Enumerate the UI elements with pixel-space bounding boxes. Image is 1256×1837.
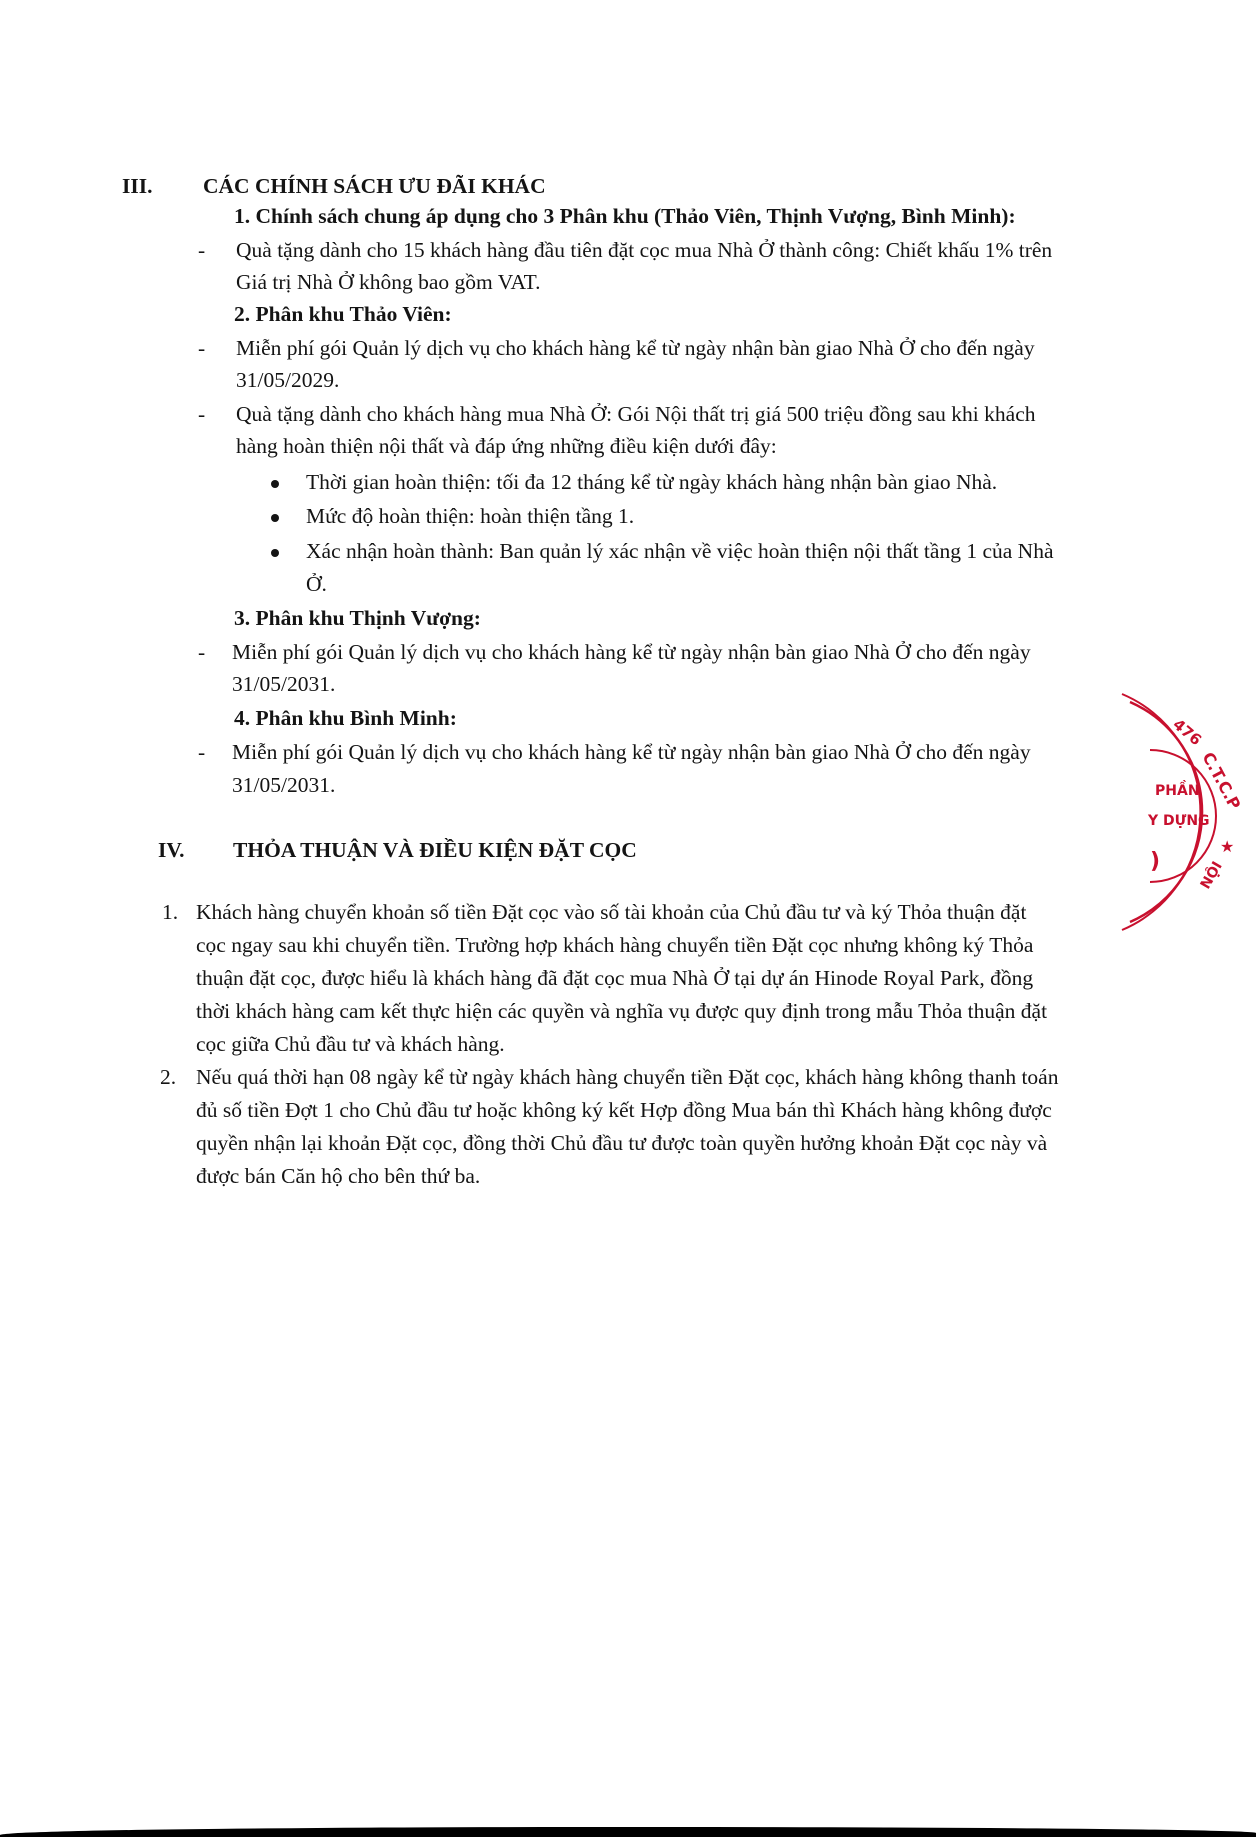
scan-bottom-edge [0,1827,1256,1837]
item-1-number: 1. [162,900,179,924]
section-4-title: THỎA THUẬN VÀ ĐIỀU KIỆN ĐẶT CỌC [233,838,637,862]
sub4-item-1-line-1: Miễn phí gói Quản lý dịch vụ cho khách hàng kể từ ngày nhận bàn giao Nhà Ở cho đến ngày [232,740,1031,764]
sub1-item-1-line-2: Giá trị Nhà Ở không bao gồm VAT. [236,270,541,294]
item-1-line-2: cọc ngay sau khi chuyển tiền. Trường hợp khách hàng chuyển tiền Đặt cọc nhưng không ký Thỏa [196,933,1034,957]
subsection-3-heading: 3. Phân khu Thịnh Vượng: [234,606,481,630]
condition-3-line-1: Xác nhận hoàn thành: Ban quản lý xác nhận về việc hoàn thiện nội thất tầng 1 của Nhà [306,539,1054,563]
svg-text:NỘI: NỘI [1197,859,1226,892]
sub4-item-1-line-2: 31/05/2031. [232,773,336,797]
condition-3-line-2: Ở. [306,572,327,596]
sub2-item-1-line-2: 31/05/2029. [236,368,340,392]
svg-text:★: ★ [1220,837,1235,856]
section-3-title: CÁC CHÍNH SÁCH ƯU ĐÃI KHÁC [203,174,546,198]
item-1-line-3: thuận đặt cọc, được hiểu là khách hàng đã đặt cọc mua Nhà Ở tại dự án Hinode Royal Park, đồng [196,966,1034,990]
sub3-item-1-line-1: Miễn phí gói Quản lý dịch vụ cho khách hàng kể từ ngày nhận bàn giao Nhà Ở cho đến ngày [232,640,1031,664]
dash-bullet: - [198,402,206,426]
svg-text:476: 476 [1169,715,1205,750]
subsection-2-heading: 2. Phân khu Thảo Viên: [234,302,452,326]
subsection-4-heading: 4. Phân khu Bình Minh: [234,706,457,730]
svg-text:C.T.C.P: C.T.C.P [1198,748,1245,813]
dash-bullet: - [198,740,206,764]
dash-bullet: - [198,238,206,262]
subsection-1-heading: 1. Chính sách chung áp dụng cho 3 Phân khu (Thảo Viên, Thịnh Vượng, Bình Minh): [234,204,1016,228]
dash-bullet: - [198,640,206,664]
item-2-line-3: quyền nhận lại khoản Đặt cọc, đồng thời Chủ đầu tư được toàn quyền hưởng khoản Đặt cọc này và [196,1131,1048,1155]
dash-bullet: - [198,336,206,360]
sub2-item-1-line-1: Miễn phí gói Quản lý dịch vụ cho khách hàng kể từ ngày nhận bàn giao Nhà Ở cho đến ngày [236,336,1035,360]
item-2-line-2: đủ số tiền Đợt 1 cho Chủ đầu tư hoặc không ký kết Hợp đồng Mua bán thì Khách hàng không được [196,1098,1052,1122]
svg-text:): ) [1150,849,1161,874]
item-1-line-5: cọc giữa Chủ đầu tư và khách hàng. [196,1032,505,1056]
bullet-dot [271,480,279,488]
bullet-dot [271,549,279,557]
item-1-line-1: Khách hàng chuyển khoản số tiền Đặt cọc vào số tài khoản của Chủ đầu tư và ký Thỏa thuận đặt [196,900,1027,924]
company-stamp-icon [1110,692,1256,932]
sub2-item-2-line-1: Quà tặng dành cho khách hàng mua Nhà Ở: Gói Nội thất trị giá 500 triệu đồng sau khi khách [236,402,1036,426]
section-3-number: III. [122,174,153,198]
svg-text:Y DỰNG: Y DỰNG [1148,813,1210,829]
condition-2: Mức độ hoàn thiện: hoàn thiện tầng 1. [306,504,635,528]
sub2-item-2-line-2: hàng hoàn thiện nội thất và đáp ứng những điều kiện dưới đây: [236,434,777,458]
item-2-number: 2. [160,1065,177,1089]
condition-1: Thời gian hoàn thiện: tối đa 12 tháng kể từ ngày khách hàng nhận bàn giao Nhà. [306,470,998,494]
item-1-line-4: thời khách hàng cam kết thực hiện các quyền và nghĩa vụ được quy định trong mẫu Thỏa thuận đặt [196,999,1048,1023]
sub3-item-1-line-2: 31/05/2031. [232,672,336,696]
bullet-dot [271,514,279,522]
sub1-item-1-line-1: Quà tặng dành cho 15 khách hàng đầu tiên đặt cọc mua Nhà Ở thành công: Chiết khấu 1% trên [236,238,1053,262]
section-4-number: IV. [158,838,185,862]
item-2-line-4: được bán Căn hộ cho bên thứ ba. [196,1164,481,1188]
item-2-line-1: Nếu quá thời hạn 08 ngày kể từ ngày khách hàng chuyển tiền Đặt cọc, khách hàng không thanh toán [196,1065,1059,1089]
svg-text:PHẦN: PHẦN [1155,783,1200,799]
